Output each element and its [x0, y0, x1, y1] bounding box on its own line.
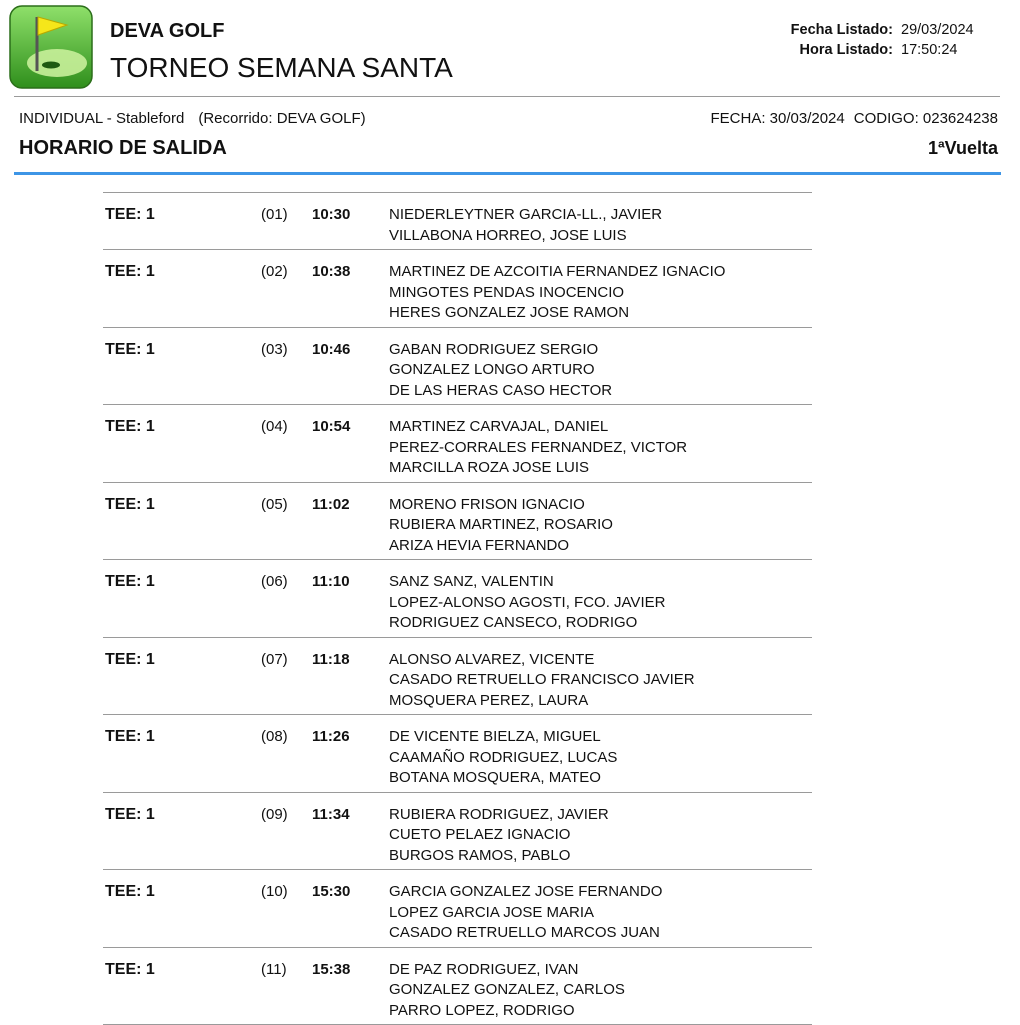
group-number: (11) [261, 961, 287, 978]
tee-label: TEE: 1 [105, 651, 155, 669]
competition-date: FECHA: 30/03/2024 [710, 110, 844, 127]
group-number: (02) [261, 263, 288, 280]
tee-time: 10:38 [312, 263, 350, 280]
player-name: BURGOS RAMOS, PABLO [389, 846, 812, 867]
competition-info [19, 110, 366, 127]
player-name: MORENO FRISON IGNACIO [389, 495, 812, 516]
tee-label: TEE: 1 [105, 341, 155, 359]
tee-time: 10:46 [312, 341, 350, 358]
fecha-listado-value: 29/03/2024 [901, 20, 983, 40]
player-name: MARTINEZ DE AZCOITIA FERNANDEZ IGNACIO [389, 262, 812, 283]
player-name: MARTINEZ CARVAJAL, DANIEL [389, 417, 812, 438]
player-name: ALONSO ALVAREZ, VICENTE [389, 650, 812, 671]
player-name: SANZ SANZ, VALENTIN [389, 572, 812, 593]
tee-label: TEE: 1 [105, 728, 155, 746]
player-name: GONZALEZ LONGO ARTURO [389, 360, 812, 381]
tee-group [103, 948, 812, 1025]
player-list [389, 560, 812, 637]
group-number: (03) [261, 341, 288, 358]
tee-time: 11:10 [312, 573, 350, 590]
player-list [389, 638, 812, 715]
tee-group [103, 193, 812, 250]
tee-group [103, 870, 812, 948]
player-name: MINGOTES PENDAS INOCENCIO [389, 283, 812, 304]
player-name: LOPEZ GARCIA JOSE MARIA [389, 903, 812, 924]
fecha-listado-label: Fecha Listado: [791, 20, 893, 40]
player-name: MARCILLA ROZA JOSE LUIS [389, 458, 812, 479]
round-label: 1ªVuelta [928, 138, 998, 159]
player-name: LOPEZ-ALONSO AGOSTI, FCO. JAVIER [389, 593, 812, 614]
player-name: CAAMAÑO RODRIGUEZ, LUCAS [389, 748, 812, 769]
club-name: DEVA GOLF [110, 20, 224, 43]
date-code-info [710, 110, 998, 127]
tee-time-list [103, 192, 812, 1025]
tournament-title: TORNEO SEMANA SANTA [110, 52, 453, 84]
player-name: PEREZ-CORRALES FERNANDEZ, VICTOR [389, 438, 812, 459]
tee-time: 11:02 [312, 496, 350, 513]
player-name: HERES GONZALEZ JOSE RAMON [389, 303, 812, 324]
group-number: (01) [261, 206, 288, 223]
player-name: DE VICENTE BIELZA, MIGUEL [389, 727, 812, 748]
listing-meta [791, 20, 983, 60]
tee-label: TEE: 1 [105, 418, 155, 436]
player-list [389, 715, 812, 792]
tee-time: 11:26 [312, 728, 350, 745]
player-name: GABAN RODRIGUEZ SERGIO [389, 340, 812, 361]
tee-label: TEE: 1 [105, 263, 155, 281]
tee-group [103, 483, 812, 561]
player-name: RUBIERA MARTINEZ, ROSARIO [389, 515, 812, 536]
tee-group [103, 715, 812, 793]
group-number: (04) [261, 418, 288, 435]
player-name: DE PAZ RODRIGUEZ, IVAN [389, 960, 812, 981]
player-name: GARCIA GONZALEZ JOSE FERNANDO [389, 882, 812, 903]
group-number: (05) [261, 496, 288, 513]
tee-group [103, 405, 812, 483]
tee-label: TEE: 1 [105, 961, 155, 979]
player-name: CASADO RETRUELLO MARCOS JUAN [389, 923, 812, 944]
tee-time: 11:34 [312, 806, 350, 823]
player-list [389, 483, 812, 560]
player-list [389, 328, 812, 405]
competition-code: CODIGO: 023624238 [854, 110, 998, 127]
player-name: GONZALEZ GONZALEZ, CARLOS [389, 980, 812, 1001]
course: (Recorrido: DEVA GOLF) [198, 110, 365, 127]
hora-listado-value: 17:50:24 [901, 40, 983, 60]
accent-divider [14, 172, 1001, 175]
player-list [389, 870, 812, 947]
player-name: PARRO LOPEZ, RODRIGO [389, 1001, 812, 1022]
group-number: (10) [261, 883, 288, 900]
player-name: CASADO RETRUELLO FRANCISCO JAVIER [389, 670, 812, 691]
tee-time: 11:18 [312, 651, 350, 668]
tee-label: TEE: 1 [105, 573, 155, 591]
player-name: VILLABONA HORREO, JOSE LUIS [389, 226, 812, 247]
hora-listado-label: Hora Listado: [800, 40, 893, 60]
golf-flag-logo [9, 5, 93, 89]
tee-group [103, 250, 812, 328]
player-name: RUBIERA RODRIGUEZ, JAVIER [389, 805, 812, 826]
group-number: (08) [261, 728, 288, 745]
group-number: (07) [261, 651, 288, 668]
tee-label: TEE: 1 [105, 806, 155, 824]
player-list [389, 405, 812, 482]
group-number: (09) [261, 806, 288, 823]
tee-group [103, 793, 812, 871]
tee-label: TEE: 1 [105, 883, 155, 901]
tee-time: 15:38 [312, 961, 350, 978]
tee-time: 15:30 [312, 883, 350, 900]
player-name: RODRIGUEZ CANSECO, RODRIGO [389, 613, 812, 634]
section-title: HORARIO DE SALIDA [19, 137, 227, 160]
player-list [389, 948, 812, 1025]
tee-label: TEE: 1 [105, 206, 155, 224]
tee-time: 10:54 [312, 418, 350, 435]
tee-group [103, 638, 812, 716]
player-list [389, 793, 812, 870]
player-name: ARIZA HEVIA FERNANDO [389, 536, 812, 557]
tee-group [103, 560, 812, 638]
player-name: MOSQUERA PEREZ, LAURA [389, 691, 812, 712]
player-name: CUETO PELAEZ IGNACIO [389, 825, 812, 846]
modality: INDIVIDUAL - Stableford [19, 110, 184, 127]
header-divider [14, 96, 1000, 97]
player-name: BOTANA MOSQUERA, MATEO [389, 768, 812, 789]
tee-label: TEE: 1 [105, 496, 155, 514]
tee-time: 10:30 [312, 206, 350, 223]
player-name: DE LAS HERAS CASO HECTOR [389, 381, 812, 402]
player-name: NIEDERLEYTNER GARCIA-LL., JAVIER [389, 205, 812, 226]
group-number: (06) [261, 573, 288, 590]
player-list [389, 193, 812, 249]
player-list [389, 250, 812, 327]
tee-group [103, 328, 812, 406]
